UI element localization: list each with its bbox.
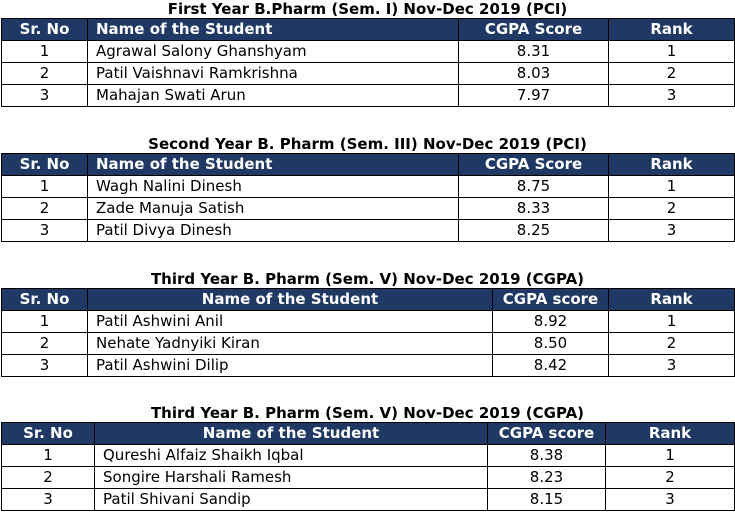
- header-sr-no: Sr. No: [2, 154, 88, 176]
- cell-rank: 3: [606, 489, 735, 511]
- cell-student-name: Mahajan Swati Arun: [88, 85, 459, 107]
- table-row: [2, 467, 735, 489]
- third-year-section-a: [0, 270, 735, 377]
- header-score: CGPA score: [493, 289, 609, 311]
- cell-sr-no: 1: [2, 311, 88, 333]
- header-rank: Rank: [609, 154, 735, 176]
- section-title: Third Year B. Pharm (Sem. V) Nov-Dec 2019 (CGPA): [150, 404, 585, 422]
- table-row: [2, 355, 735, 377]
- cell-score: 8.75: [459, 176, 609, 198]
- header-student-name: Name of the Student: [95, 423, 488, 445]
- cell-score: 8.42: [493, 355, 609, 377]
- header-score: CGPA score: [488, 423, 606, 445]
- cell-sr-no: 2: [2, 467, 95, 489]
- second-year-section: [0, 135, 735, 242]
- header-student-name: Name of the Student: [88, 19, 459, 41]
- header-row: [2, 19, 735, 41]
- section-title: First Year B.Pharm (Sem. I) Nov-Dec 2019 (PCI): [167, 0, 568, 18]
- third-year-section-b: [0, 404, 735, 511]
- first-year-section: [0, 0, 735, 107]
- header-sr-no: Sr. No: [2, 423, 95, 445]
- cell-score: 8.23: [488, 467, 606, 489]
- table-row: [2, 85, 735, 107]
- table-row: [2, 63, 735, 85]
- header-sr-no: Sr. No: [2, 19, 88, 41]
- cell-student-name: Patil Shivani Sandip: [95, 489, 488, 511]
- cell-rank: 1: [609, 311, 735, 333]
- cell-rank: 1: [609, 41, 735, 63]
- cell-sr-no: 2: [2, 63, 88, 85]
- table-row: [2, 311, 735, 333]
- cell-score: 7.97: [459, 85, 609, 107]
- cell-score: 8.33: [459, 198, 609, 220]
- cell-student-name: Wagh Nalini Dinesh: [88, 176, 459, 198]
- cell-score: 8.25: [459, 220, 609, 242]
- table-row: [2, 489, 735, 511]
- section-title: Third Year B. Pharm (Sem. V) Nov-Dec 2019 (CGPA): [150, 270, 585, 288]
- rank-table: [1, 18, 735, 107]
- cell-sr-no: 1: [2, 176, 88, 198]
- header-row: [2, 154, 735, 176]
- header-rank: Rank: [606, 423, 735, 445]
- cell-sr-no: 3: [2, 489, 95, 511]
- header-student-name: Name of the Student: [88, 154, 459, 176]
- cell-score: 8.92: [493, 311, 609, 333]
- table-row: [2, 333, 735, 355]
- cell-student-name: Qureshi Alfaiz Shaikh Iqbal: [95, 445, 488, 467]
- rank-table: [1, 153, 735, 242]
- cell-score: 8.50: [493, 333, 609, 355]
- section-title: Second Year B. Pharm (Sem. III) Nov-Dec 2019 (PCI): [148, 135, 587, 153]
- cell-student-name: Agrawal Salony Ghanshyam: [88, 41, 459, 63]
- cell-student-name: Patil Ashwini Anil: [88, 311, 493, 333]
- cell-sr-no: 2: [2, 333, 88, 355]
- table-row: [2, 176, 735, 198]
- cell-sr-no: 2: [2, 198, 88, 220]
- header-row: [2, 289, 735, 311]
- cell-sr-no: 3: [2, 220, 88, 242]
- table-row: [2, 41, 735, 63]
- cell-rank: 2: [609, 63, 735, 85]
- cell-score: 8.15: [488, 489, 606, 511]
- header-student-name: Name of the Student: [88, 289, 493, 311]
- header-score: CGPA Score: [459, 154, 609, 176]
- header-score: CGPA Score: [459, 19, 609, 41]
- table-row: [2, 198, 735, 220]
- cell-score: 8.38: [488, 445, 606, 467]
- cell-rank: 2: [609, 198, 735, 220]
- header-rank: Rank: [609, 19, 735, 41]
- cell-rank: 3: [609, 85, 735, 107]
- header-sr-no: Sr. No: [2, 289, 88, 311]
- cell-sr-no: 1: [2, 41, 88, 63]
- rank-table: [1, 288, 735, 377]
- cell-score: 8.31: [459, 41, 609, 63]
- cell-rank: 2: [609, 333, 735, 355]
- cell-student-name: Nehate Yadnyiki Kiran: [88, 333, 493, 355]
- cell-rank: 3: [609, 355, 735, 377]
- table-row: [2, 445, 735, 467]
- table-row: [2, 220, 735, 242]
- cell-student-name: Patil Divya Dinesh: [88, 220, 459, 242]
- cell-student-name: Songire Harshali Ramesh: [95, 467, 488, 489]
- header-row: [2, 423, 735, 445]
- cell-sr-no: 1: [2, 445, 95, 467]
- rank-table: [1, 422, 735, 511]
- cell-rank: 1: [609, 176, 735, 198]
- cell-rank: 2: [606, 467, 735, 489]
- cell-rank: 3: [609, 220, 735, 242]
- cell-rank: 1: [606, 445, 735, 467]
- cell-student-name: Patil Vaishnavi Ramkrishna: [88, 63, 459, 85]
- cell-sr-no: 3: [2, 85, 88, 107]
- cell-student-name: Zade Manuja Satish: [88, 198, 459, 220]
- cell-student-name: Patil Ashwini Dilip: [88, 355, 493, 377]
- header-rank: Rank: [609, 289, 735, 311]
- cell-sr-no: 3: [2, 355, 88, 377]
- cell-score: 8.03: [459, 63, 609, 85]
